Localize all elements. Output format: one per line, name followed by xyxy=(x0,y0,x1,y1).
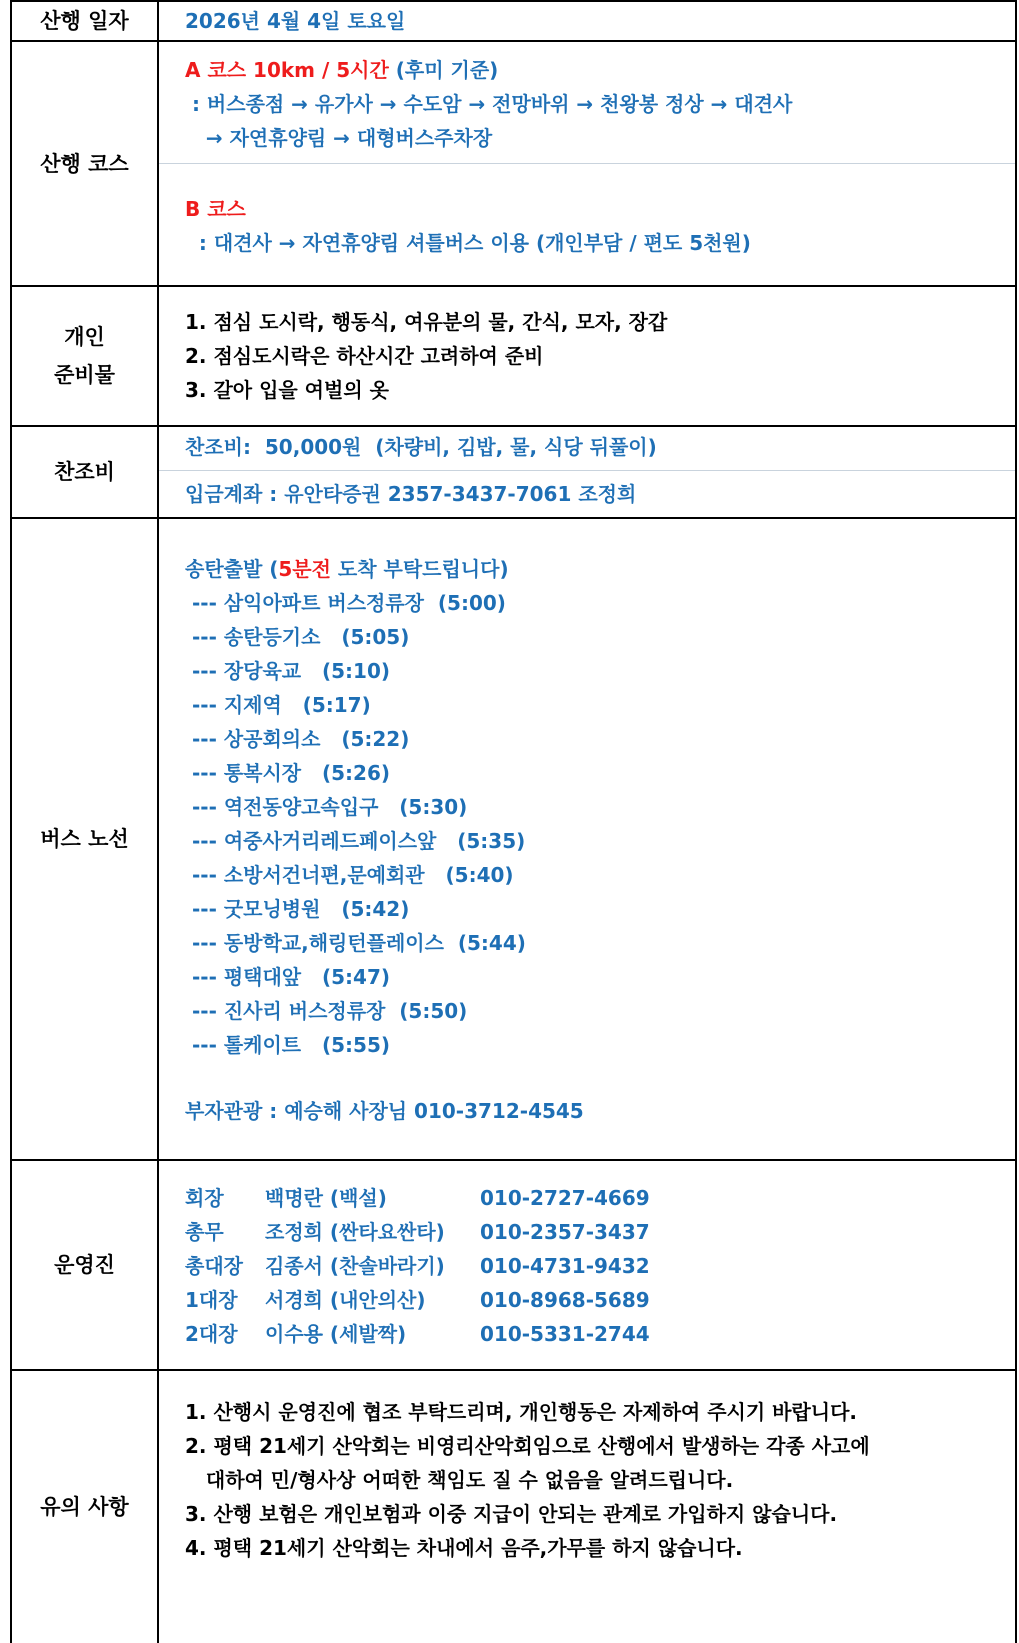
staff-phone: 010-2357-3437 xyxy=(480,1220,650,1244)
staff-name: 이수용 (세발짝) xyxy=(265,1322,407,1346)
staff-label: 운영진 xyxy=(12,1161,159,1369)
staff-member xyxy=(185,1283,650,1317)
staff-name: 백명란 (백설) xyxy=(265,1186,387,1210)
bus-company: 부자관광 : 예승해 사장님 010-3712-4545 xyxy=(185,1099,584,1123)
staff-phone: 010-8968-5689 xyxy=(480,1288,650,1312)
prep-item: 2. 점심도시락은 하산시간 고려하여 준비 xyxy=(185,344,544,368)
course-a-title-red: A 코스 10km / 5시간 xyxy=(185,58,389,82)
staff-phone: 010-4731-9432 xyxy=(480,1254,650,1278)
fee-divider xyxy=(159,470,1015,471)
prep-item: 1. 점심 도시락, 행동식, 여유분의 물, 간식, 모자, 장갑 xyxy=(185,310,668,334)
prep-cell xyxy=(159,287,1015,425)
bus-stop: --- 지제역 (5:17) xyxy=(185,693,371,717)
notes-item: 1. 산행시 운영진에 협조 부탁드리며, 개인행동은 자제하여 주시기 바랍니다. xyxy=(185,1400,858,1424)
staff-name: 김종서 (찬솔바라기) xyxy=(265,1254,445,1278)
course-a-route-line1: : 버스종점 → 유가사 → 수도암 → 전망바위 → 천왕봉 정상 → 대견사 xyxy=(185,92,793,116)
fee-cell xyxy=(159,427,1015,517)
course-divider xyxy=(159,163,1015,164)
notes-cell xyxy=(159,1371,1015,1643)
bus-stop: --- 동방학교,해링턴플레이스 (5:44) xyxy=(185,931,526,955)
staff-role: 총무 xyxy=(185,1220,224,1244)
date-row xyxy=(10,0,1017,42)
bus-stop: --- 장당육교 (5:10) xyxy=(185,659,391,683)
staff-name: 조정희 (싼타요싼타) xyxy=(265,1220,445,1244)
bus-label: 버스 노선 xyxy=(12,519,159,1159)
bus-stop: --- 소방서건너편,문예회관 (5:40) xyxy=(185,863,514,887)
prep-label-line1: 개인 xyxy=(64,325,105,349)
date-value: 2026년 4월 4일 토요일 xyxy=(185,9,406,33)
course-label: 산행 코스 xyxy=(12,42,159,285)
staff-role: 1대장 xyxy=(185,1288,238,1312)
course-b-title: B 코스 xyxy=(185,197,246,221)
prep-label xyxy=(12,287,159,425)
notes-label: 유의 사항 xyxy=(12,1371,159,1643)
date-label: 산행 일자 xyxy=(12,2,159,40)
bus-departure-suffix: 도착 부탁드립니다) xyxy=(330,557,509,581)
staff-role: 총대장 xyxy=(185,1254,243,1278)
prep-row xyxy=(10,287,1017,427)
bus-row xyxy=(10,519,1017,1161)
bus-stop: --- 진사리 버스정류장 (5:50) xyxy=(185,999,468,1023)
staff-role: 회장 xyxy=(185,1186,224,1210)
staff-member xyxy=(185,1181,650,1215)
bus-stop: --- 톨케이트 (5:55) xyxy=(185,1033,391,1057)
bus-departure-prefix: 송탄출발 ( xyxy=(185,557,279,581)
notes-item: 2. 평택 21세기 산악회는 비영리산악회임으로 산행에서 발생하는 각종 사고에 xyxy=(185,1434,870,1458)
staff-phone: 010-2727-4669 xyxy=(480,1186,650,1210)
bus-stop: --- 평택대앞 (5:47) xyxy=(185,965,391,989)
notes-row xyxy=(10,1371,1017,1643)
staff-phone: 010-5331-2744 xyxy=(480,1322,650,1346)
fee-amount: 찬조비: 50,000원 (차량비, 김밥, 물, 식당 뒤풀이) xyxy=(185,435,657,459)
course-a-title-basis: (후미 기준) xyxy=(388,58,499,82)
bus-stop: --- 송탄등기소 (5:05) xyxy=(185,625,410,649)
info-table xyxy=(10,0,1019,1643)
notes-item: 4. 평택 21세기 산악회는 차내에서 음주,가무를 하지 않습니다. xyxy=(185,1536,743,1560)
staff-role: 2대장 xyxy=(185,1322,238,1346)
staff-member xyxy=(185,1317,650,1351)
fee-label: 찬조비 xyxy=(12,427,159,517)
course-cell xyxy=(159,42,1015,285)
notes-item: 대하여 민/형사상 어떠한 책임도 질 수 없음을 알려드립니다. xyxy=(185,1468,734,1492)
staff-member xyxy=(185,1215,650,1249)
course-a-title xyxy=(185,53,498,87)
staff-row xyxy=(10,1161,1017,1371)
course-b-route: : 대견사 → 자연휴양림 셔틀버스 이용 (개인부담 / 편도 5천원) xyxy=(185,231,751,255)
prep-item: 3. 갈아 입을 여벌의 옷 xyxy=(185,378,389,402)
fee-row xyxy=(10,427,1017,519)
prep-label-line2: 준비물 xyxy=(54,363,115,387)
course-row xyxy=(10,42,1017,287)
bus-stop: --- 통복시장 (5:26) xyxy=(185,761,391,785)
fee-account: 입금계좌 : 유안타증권 2357-3437-7061 조정희 xyxy=(185,482,637,506)
date-cell xyxy=(159,2,1015,40)
staff-cell xyxy=(159,1161,1015,1369)
bus-stop: --- 삼익아파트 버스정류장 (5:00) xyxy=(185,591,506,615)
staff-member xyxy=(185,1249,650,1283)
notes-item: 3. 산행 보험은 개인보험과 이중 지급이 안되는 관계로 가입하지 않습니다. xyxy=(185,1502,838,1526)
bus-stop: --- 여중사거리레드페이스앞 (5:35) xyxy=(185,829,526,853)
bus-cell xyxy=(159,519,1015,1159)
bus-stop: --- 역전동양고속입구 (5:30) xyxy=(185,795,468,819)
bus-stop: --- 굿모닝병원 (5:42) xyxy=(185,897,410,921)
bus-departure-early: 5분전 xyxy=(278,557,331,581)
bus-stop: --- 상공회의소 (5:22) xyxy=(185,727,410,751)
staff-name: 서경희 (내안의산) xyxy=(265,1288,426,1312)
bus-departure xyxy=(185,552,509,586)
course-a-route-line2: → 자연휴양림 → 대형버스주차장 xyxy=(185,126,493,150)
